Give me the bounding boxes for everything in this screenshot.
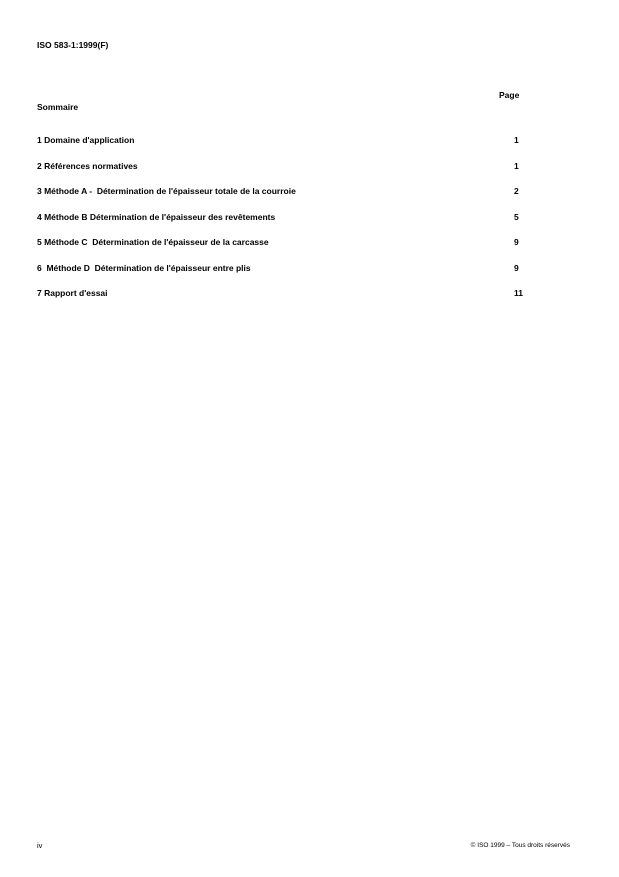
document-id: ISO 583-1:1999(F)	[37, 40, 109, 50]
page-number: iv	[37, 841, 43, 850]
copyright-notice: © ISO 1999 – Tous droits réservés	[470, 842, 570, 849]
toc-entry-title[interactable]: 7 Rapport d'essai	[37, 288, 108, 298]
toc-entry-page[interactable]: 1	[514, 160, 519, 171]
toc-entry[interactable]	[37, 212, 527, 238]
toc-entry-page[interactable]: 11	[514, 288, 523, 298]
table-of-contents	[37, 135, 527, 314]
toc-entry-page[interactable]: 2	[514, 186, 519, 196]
toc-entry-title[interactable]: 5 Méthode C Détermination de l'épaisseur de la carcasse	[37, 237, 269, 247]
toc-entry[interactable]	[37, 135, 527, 161]
toc-entry[interactable]	[37, 288, 527, 314]
toc-entry-page[interactable]: 9	[514, 262, 519, 273]
toc-title: Sommaire	[37, 102, 79, 112]
toc-entry[interactable]	[37, 161, 527, 187]
toc-entry-page[interactable]: 1	[514, 135, 519, 145]
toc-entry-title[interactable]: 6 Méthode D Détermination de l'épaisseur entre plis	[37, 262, 251, 273]
toc-entry-title[interactable]: 3 Méthode A - Détermination de l'épaisseur totale de la courroie	[37, 186, 296, 196]
toc-entry[interactable]	[37, 186, 527, 212]
toc-entry-page[interactable]: 5	[514, 211, 519, 222]
page-column-header: Page	[499, 90, 520, 100]
toc-entry-page[interactable]: 9	[514, 237, 519, 247]
toc-entry-title[interactable]: 4 Méthode B Détermination de l'épaisseur des revêtements	[37, 211, 276, 222]
toc-entry-title[interactable]: 2 Références normatives	[37, 160, 138, 171]
toc-entry[interactable]	[37, 237, 527, 263]
toc-entry-title[interactable]: 1 Domaine d'application	[37, 135, 135, 145]
toc-entry[interactable]	[37, 263, 527, 289]
